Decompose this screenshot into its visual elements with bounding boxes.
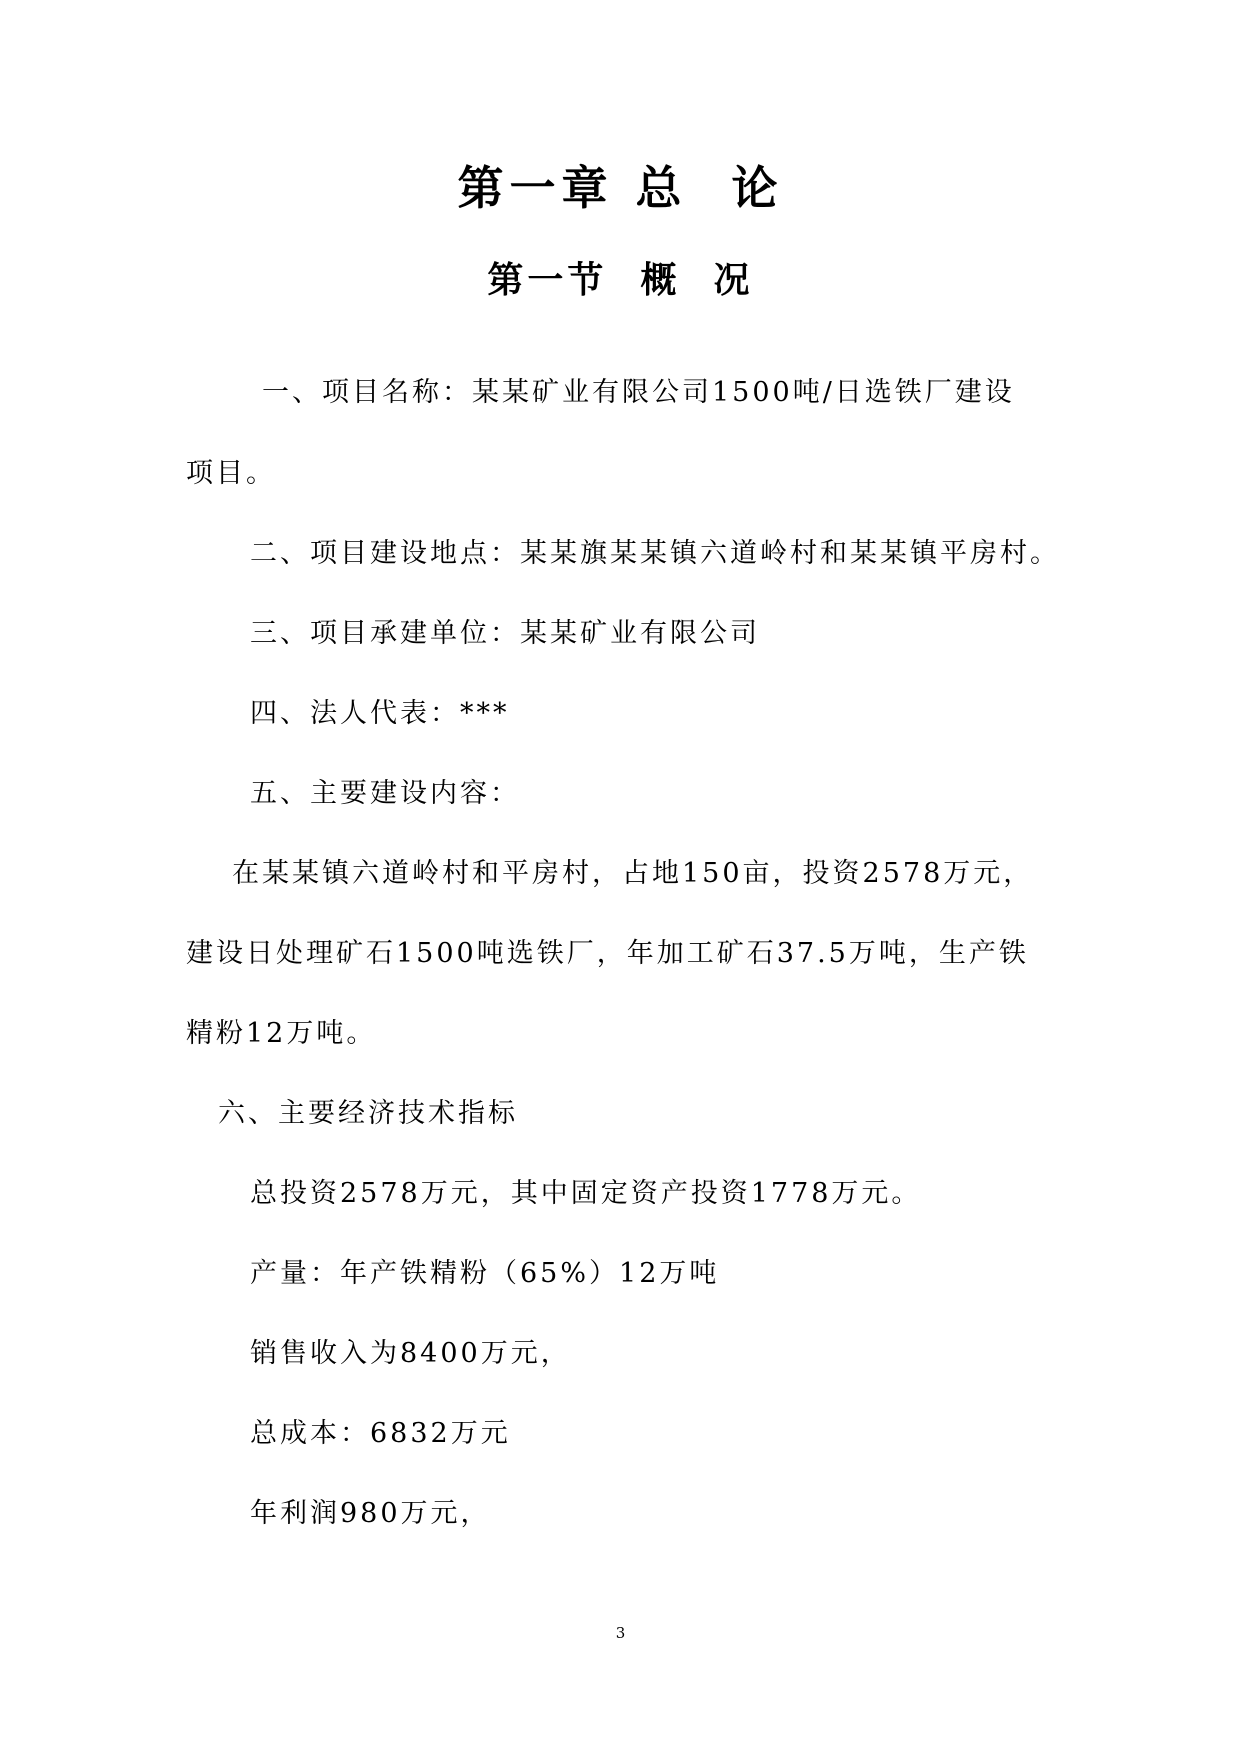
page-number: 3 — [615, 1624, 626, 1642]
indicator-sales-revenue: 销售收入为8400万元， — [250, 1338, 571, 1369]
item-legal-representative: 四、法人代表：*** — [250, 698, 510, 729]
chapter-title: 第一章 总 论 — [457, 161, 784, 215]
item-project-location: 二、项目建设地点：某某旗某某镇六道岭村和某某镇平房村。 — [250, 538, 1060, 569]
section-title: 第一节 概 况 — [487, 259, 754, 301]
indicator-annual-profit: 年利润980万元， — [250, 1498, 491, 1529]
indicator-output: 产量：年产铁精粉（65%）12万吨 — [250, 1258, 720, 1289]
item-project-contractor: 三、项目承建单位：某某矿业有限公司 — [250, 618, 760, 649]
item-project-name: 一、项目名称：某某矿业有限公司1500吨/日选铁厂建设 — [262, 377, 1015, 408]
item-project-name-continued: 项目。 — [186, 458, 276, 489]
item-main-construction-heading: 五、主要建设内容： — [250, 778, 520, 809]
construction-paragraph-line-1: 在某某镇六道岭村和平房村，占地150亩，投资2578万元， — [232, 858, 1034, 889]
indicator-total-investment: 总投资2578万元，其中固定资产投资1778万元。 — [250, 1178, 922, 1209]
construction-paragraph-line-3: 精粉12万吨。 — [186, 1018, 377, 1049]
construction-paragraph-line-2: 建设日处理矿石1500吨选铁厂，年加工矿石37.5万吨，生产铁 — [186, 938, 1029, 969]
item-economic-indicators-heading: 六、主要经济技术指标 — [218, 1098, 518, 1129]
indicator-total-cost: 总成本：6832万元 — [250, 1418, 511, 1449]
